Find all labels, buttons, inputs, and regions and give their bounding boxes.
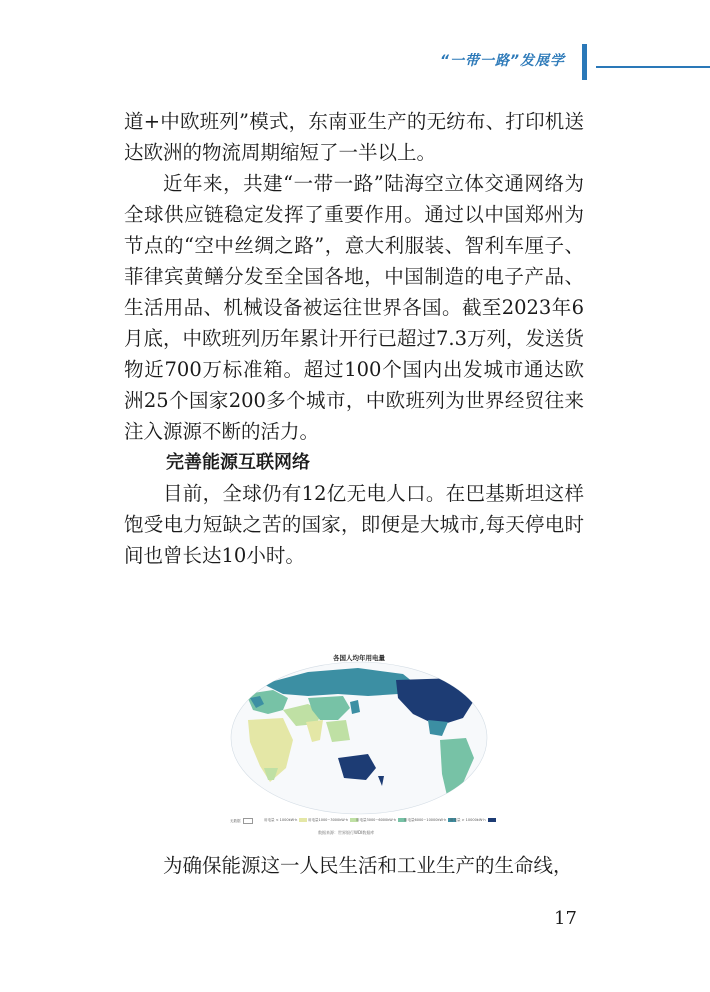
legend-swatch [243,818,253,824]
main-text [124,106,584,571]
paragraph-closing: 为确保能源这一人民生活和工业生产的生命线， [163,854,573,877]
header-accent-bar [582,44,587,80]
page-number: 17 [554,908,577,929]
paragraph-continued: 道+中欧班列”模式，东南亚生产的无纺布、打印机送达欧洲的物流周期缩短了一半以上。 [124,110,584,164]
legend-item: 用电量3000~6000kW·h [356,818,406,823]
legend-item: 用电量6000~10000kW·h [404,818,456,823]
section-subheading: 完善能源互联网络 [166,452,310,473]
closing-text [124,850,584,881]
legend-item: 无数据 [230,818,253,824]
region-greenland [460,668,483,682]
world-map [228,650,490,842]
map-legend [228,818,490,828]
header-rule [596,66,710,68]
legend-item: 用电量 > 10000kW·h [450,818,496,823]
legend-item: 用电量1000~3000kW·h [308,818,358,823]
legend-item: 用电量 < 1000kW·h [264,818,307,823]
paragraph-transport: 近年来，共建“一带一路”陆海空立体交通网络为全球供应链稳定发挥了重要作用。通过以中国郑州为节点的“空中丝绸之路”，意大利服装、智利车厘子、菲律宾黄鳝分发至全国各地，中国制造的电子产品、生活用品、机械设备被运往世界各国。截至2023年6月底，中欧班列历年累计开行已超过7.3万列，发送货物近700万标准箱。超过100个国内出发城市通达欧洲25个国家200多个城市，中欧班列为世界经贸往来注入源源不断的活力。 [124,172,585,443]
paragraph-electricity: 目前，全球仍有12亿无电人口。在巴基斯坦这样饱受电力短缺之苦的国家，即便是大城市,每天停电时间也曾长达10小时。 [124,482,584,567]
book-title: “一带一路”发展学 [440,53,566,69]
legend-swatch [488,818,496,822]
figure-source: 数据来源：世界银行WDI数据库 [318,830,375,835]
figure-title: 各国人均年用电量 [333,654,385,662]
electricity-map-figure [228,650,490,842]
legend-swatch [299,818,307,822]
